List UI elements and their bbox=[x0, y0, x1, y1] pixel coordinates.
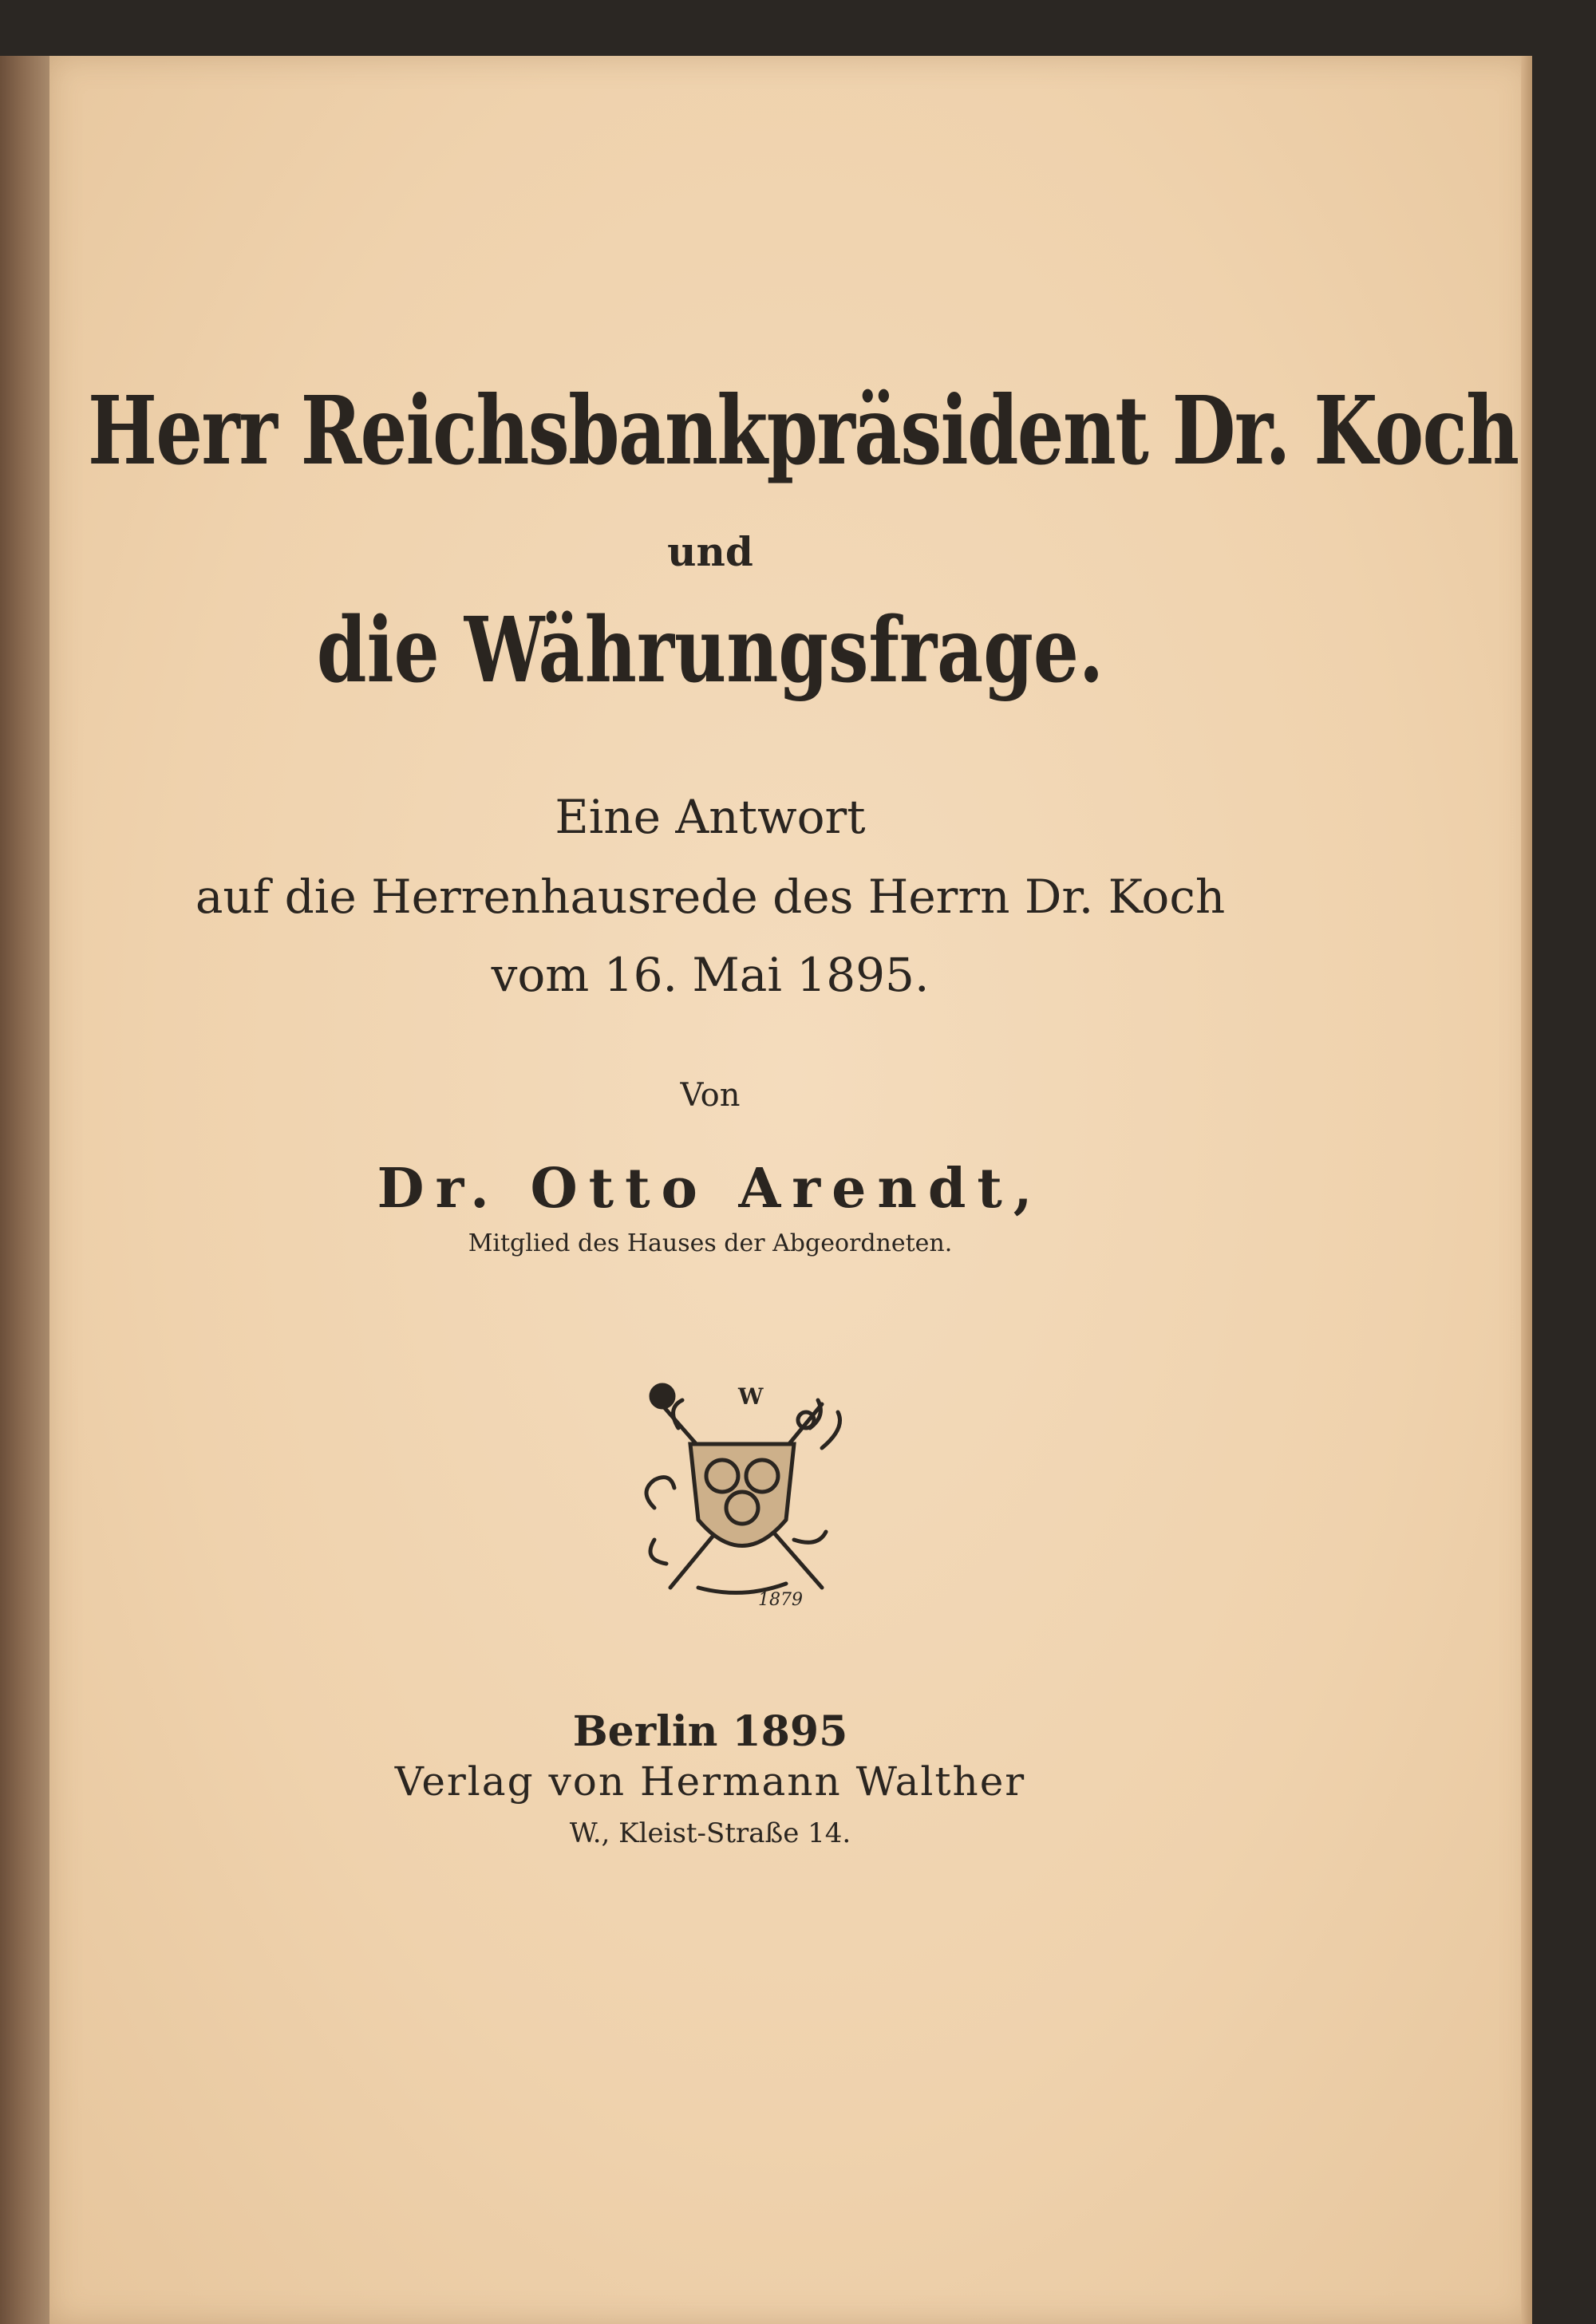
subtitle-line-3: vom 16. Mai 1895. bbox=[491, 948, 930, 1002]
paper-edge bbox=[1521, 56, 1532, 2324]
emblem-monogram: W bbox=[738, 1383, 764, 1410]
subtitle-line-1: Eine Antwort bbox=[555, 790, 866, 844]
imprint-address: W., Kleist-Straße 14. bbox=[569, 1817, 851, 1849]
author-name: Dr. Otto Arendt, bbox=[377, 1157, 1044, 1221]
title-connector: und bbox=[667, 528, 753, 575]
by-label: Von bbox=[680, 1077, 741, 1114]
publisher-emblem bbox=[622, 1372, 862, 1612]
subtitle-line-2: auf die Herrenhausrede des Herrn Dr. Koch bbox=[195, 870, 1226, 924]
emblem-year: 1879 bbox=[758, 1590, 803, 1610]
title-subject: die Währungsfrage. bbox=[316, 598, 1104, 703]
main-title: Herr Reichsbankpräsident Dr. Koch bbox=[88, 375, 1519, 486]
author-affiliation: Mitglied des Hauses der Abgeordneten. bbox=[468, 1229, 953, 1257]
imprint-city-year: Berlin 1895 bbox=[572, 1707, 848, 1756]
imprint-publisher: Verlag von Hermann Walther bbox=[394, 1758, 1026, 1805]
